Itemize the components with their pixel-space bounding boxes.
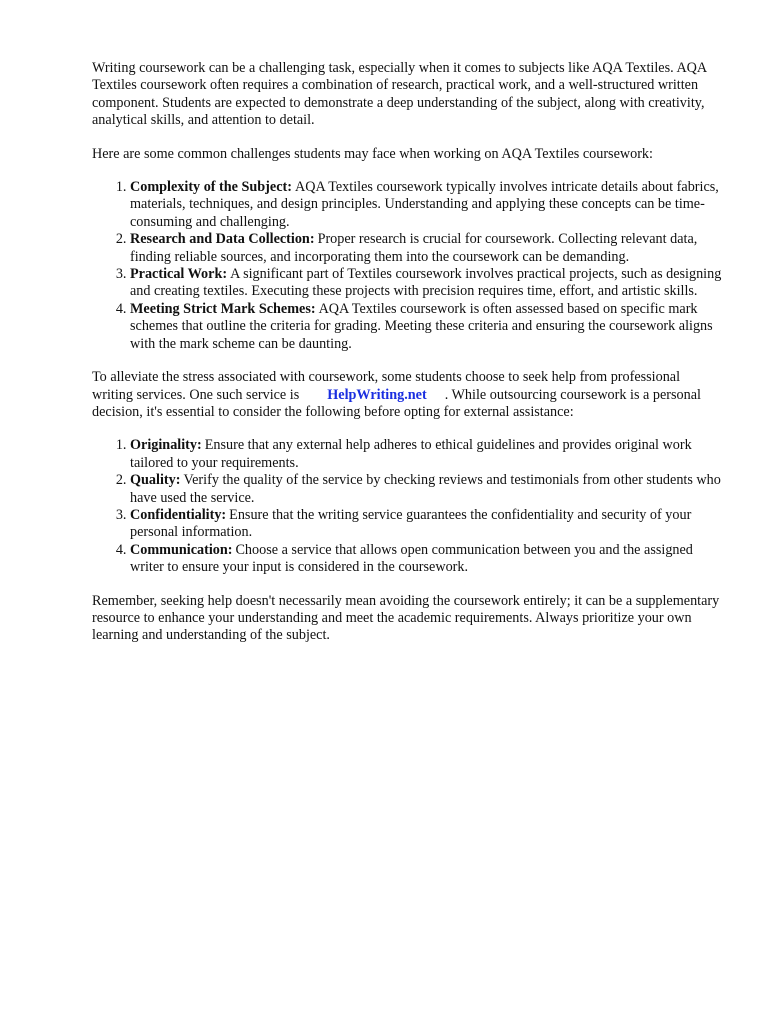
list-item [130,301,722,353]
list-item-term: Research and Data Collection: [130,231,315,248]
list-item-text: Proper research is crucial for coursework. Collecting relevant data, finding reliable sources, and incorporating them into the coursework can be demanding. [130,231,698,265]
list-item [130,231,722,266]
list-item-text: Verify the quality of the service by checking reviews and testimonials from other students who have used the service. [130,472,721,506]
list-item [130,472,722,507]
services-text-before-link: To alleviate the stress associated with coursework, some students choose to seek help from professional writing services. One such service is [92,369,681,403]
list-item-text: AQA Textiles coursework is often assessed based on specific mark schemes that outline the criteria for grading. Meeting these criteria and ensuring the coursework aligns with the mark scheme can be daunting. [130,300,713,352]
list-item-term: Communication: [130,541,233,558]
list-item [130,542,722,577]
list-item-term: Originality: [130,437,202,454]
list-item-text: AQA Textiles coursework typically involves intricate details about fabrics, materials, techniques, and design principles. Understanding and applying these concepts can be time-consuming and challenging. [130,179,719,230]
list-item [130,507,722,542]
list-item-text: A significant part of Textiles coursework involves practical projects, such as designing and creating textiles. Executing these projects with precision requires time, effort, and artistic skills. [130,266,722,300]
services-text-after-link: . While outsourcing coursework is a personal decision, it's essential to consider the following before opting for external assistance: [92,386,701,420]
challenges-list [92,179,722,353]
list-item-text: Ensure that any external help adheres to ethical guidelines and provides original work tailored to your requirements. [130,437,692,471]
list-item [130,179,722,231]
list-item-text: Choose a service that allows open communication between you and the assigned writer to ensure your input is considered in the coursework. [130,541,693,576]
list-item-term: Meeting Strict Mark Schemes: [130,300,316,317]
helpwriting-link[interactable]: HelpWriting.net [327,386,427,403]
considerations-list [92,437,722,576]
list-item-term: Practical Work: [130,266,228,283]
list-item-term: Quality: [130,472,181,489]
list-item-term: Confidentiality: [130,506,227,523]
list-item-text: Ensure that the writing service guarantees the confidentiality and security of your personal information. [130,506,692,541]
document-page [92,60,722,661]
list-item [130,437,722,472]
intro-paragraph: Writing coursework can be a challenging task, especially when it comes to subjects like AQA Textiles. AQA Textiles coursework often requires a combination of research, practical work, and a well-structured written component. Students are expected to demonstrate a deep understanding of the subject, along with creativity, analytical skills, and attention to detail. [92,60,707,129]
list-item-term: Complexity of the Subject: [130,179,292,196]
services-paragraph [92,369,722,421]
challenges-intro-paragraph: Here are some common challenges students may face when working on AQA Textiles coursework: [92,145,653,162]
conclusion-paragraph: Remember, seeking help doesn't necessarily mean avoiding the coursework entirely; it can be a supplementary resource to enhance your understanding and meet the academic requirements. Always prioritize your own learning and understanding of the subject. [92,592,720,644]
list-item [130,266,722,301]
